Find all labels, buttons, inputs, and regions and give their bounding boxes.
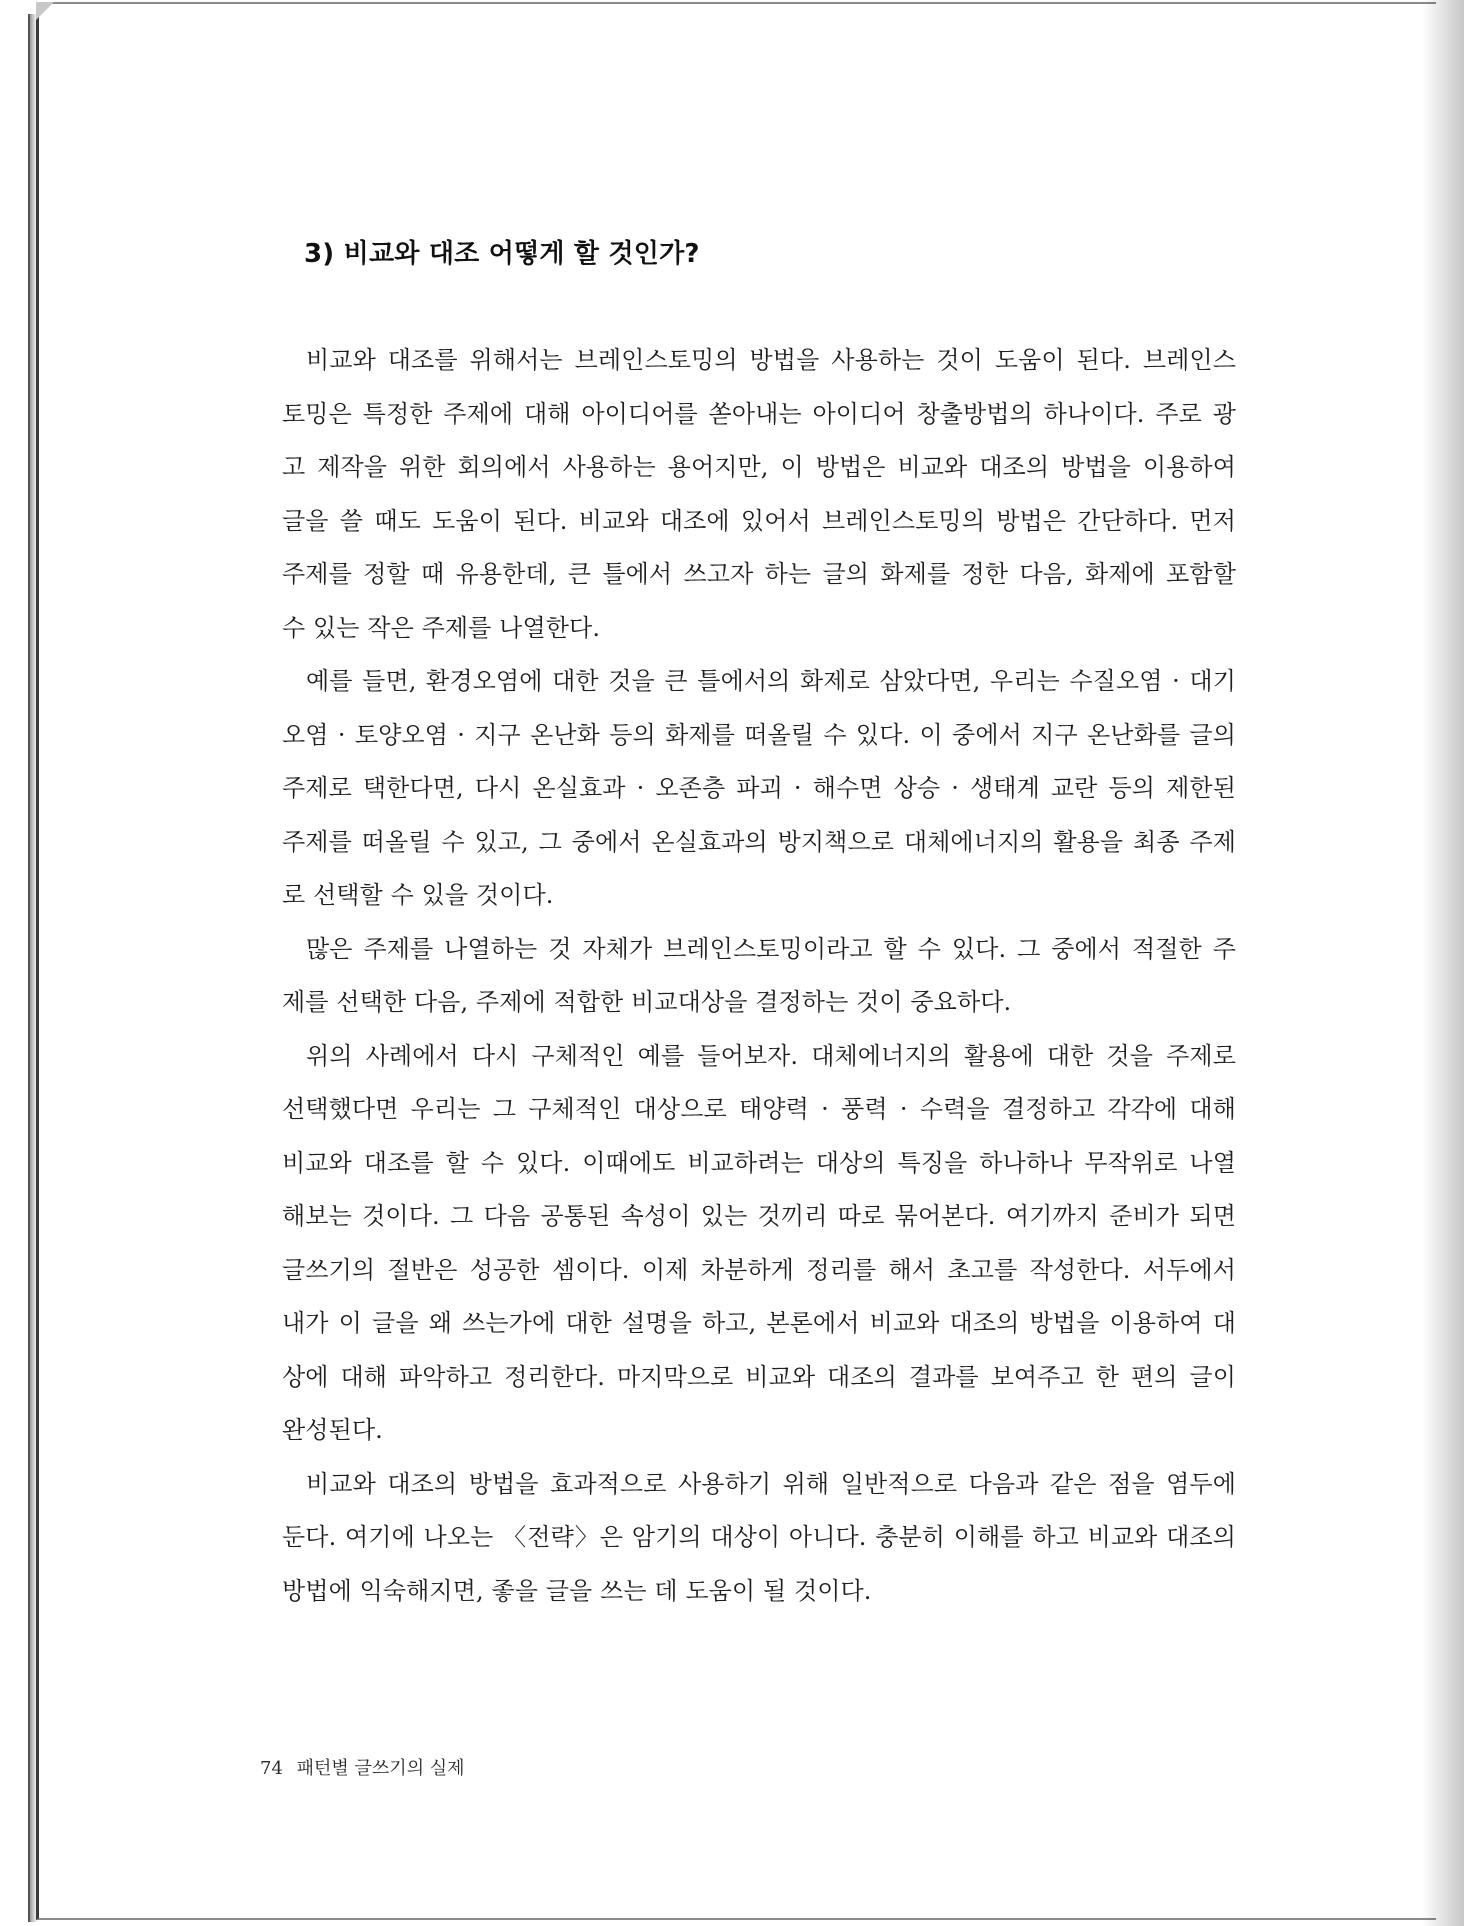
text-line: 고 제작을 위한 회의에서 사용하는 용어지만, 이 방법은 비교와 대조의 방법을 이용하여 xyxy=(282,453,1236,481)
text-line: 주제를 떠올릴 수 있고, 그 중에서 온실효과의 방지책으로 대체에너지의 활용을 최종 주제 xyxy=(282,827,1236,856)
text-line: 오염 · 토양오염 · 지구 온난화 등의 화제를 떠올릴 수 있다. 이 중에서 지구 온난화를 글의 xyxy=(282,720,1236,749)
text-line: 토밍은 특정한 주제에 대해 아이디어를 쏟아내는 아이디어 창출방법의 하나이다. 주로 광 xyxy=(282,399,1236,428)
text-line: 둔다. 여기에 나오는 〈전략〉은 암기의 대상이 아니다. 충분히 이해를 하고 비교와 대조의 xyxy=(282,1523,1236,1551)
text-line: 비교와 대조의 방법을 효과적으로 사용하기 위해 일반적으로 다음과 같은 점을 염두에 xyxy=(306,1469,1236,1498)
text-line: 방법에 익숙해지면, 좋을 글을 쓰는 데 도움이 될 것이다. xyxy=(282,1576,872,1605)
body-text xyxy=(282,338,1236,1622)
running-footer xyxy=(260,1754,465,1780)
text-line: 비교와 대조를 할 수 있다. 이때에도 비교하려는 대상의 특징을 하나하나 무작위로 나열 xyxy=(282,1148,1236,1177)
text-line: 내가 이 글을 왜 쓰는가에 대한 설명을 하고, 본론에서 비교와 대조의 방법을 이용하여 대 xyxy=(282,1309,1236,1337)
text-line: 상에 대해 파악하고 정리한다. 마지막으로 비교와 대조의 결과를 보여주고 한 편의 글이 xyxy=(282,1362,1236,1391)
page-number: 74 xyxy=(260,1758,283,1779)
text-line: 글쓰기의 절반은 성공한 셈이다. 이제 차분하게 정리를 해서 초고를 작성한다. 서두에서 xyxy=(282,1255,1236,1284)
text-line: 로 선택할 수 있을 것이다. xyxy=(282,881,554,909)
text-line: 수 있는 작은 주제를 나열한다. xyxy=(282,613,601,642)
page-corner xyxy=(36,2,54,20)
text-line: 주제를 정할 때 유용한데, 큰 틀에서 쓰고자 하는 글의 화제를 정한 다음, 화제에 포함할 xyxy=(282,560,1236,588)
text-line: 제를 선택한 다음, 주제에 적합한 비교대상을 결정하는 것이 중요하다. xyxy=(282,988,1012,1016)
page-shadow xyxy=(1422,0,1464,1926)
text-line: 예를 들면, 환경오염에 대한 것을 큰 틀에서의 화제로 삼았다면, 우리는 수질오염 · 대기 xyxy=(306,667,1236,695)
text-line: 글을 쓸 때도 도움이 된다. 비교와 대조에 있어서 브레인스토밍의 방법은 간단하다. 먼저 xyxy=(282,506,1236,535)
text-line: 완성된다. xyxy=(282,1416,383,1444)
text-line: 선택했다면 우리는 그 구체적인 대상으로 태양력 · 풍력 · 수력을 결정하고 각각에 대해 xyxy=(282,1095,1236,1123)
text-line: 위의 사례에서 다시 구체적인 예를 들어보자. 대체에너지의 활용에 대한 것을 주제로 xyxy=(306,1041,1236,1070)
text-line: 해보는 것이다. 그 다음 공통된 속성이 있는 것끼리 따로 묶어본다. 여기까지 준비가 되면 xyxy=(282,1202,1236,1230)
text-line: 비교와 대조를 위해서는 브레인스토밍의 방법을 사용하는 것이 도움이 된다. 브레인스 xyxy=(306,346,1236,374)
book-title: 패턴별 글쓰기의 실제 xyxy=(296,1758,465,1779)
text-line: 많은 주제를 나열하는 것 자체가 브레인스토밍이라고 할 수 있다. 그 중에서 적절한 주 xyxy=(306,934,1236,963)
text-line: 주제로 택한다면, 다시 온실효과 · 오존층 파괴 · 해수면 상승 · 생태계 교란 등의 제한된 xyxy=(282,774,1236,802)
section-title: 3) 비교와 대조 어떻게 할 것인가? xyxy=(304,239,700,269)
